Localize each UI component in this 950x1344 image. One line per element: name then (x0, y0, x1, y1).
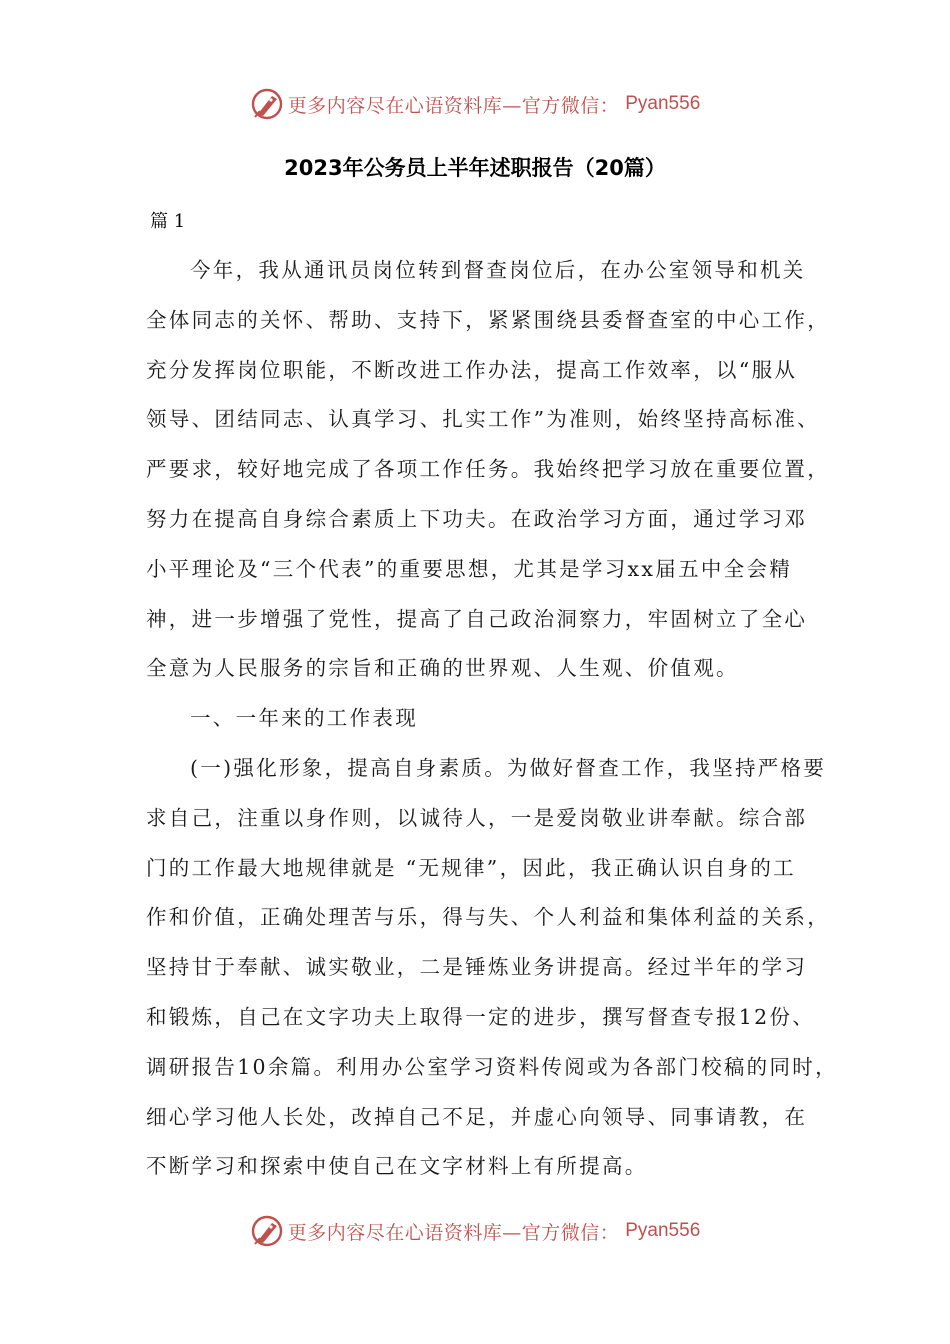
body-line: 领导、团结同志、认真学习、扎实工作”为准则，始终坚持高标准、 (146, 407, 820, 432)
body-line: 今年，我从通讯员岗位转到督查岗位后，在办公室领导和机关 (190, 258, 806, 282)
body-line: 全意为人民服务的宗旨和正确的世界观、人生观、价值观。 (146, 656, 739, 681)
body-line: 作和价值，正确处理苦与乐，得与失、个人利益和集体利益的关系， (146, 905, 830, 930)
header-watermark-banner (0, 84, 950, 124)
section-label: 篇 1 (150, 211, 186, 232)
body-line: 和锻炼，自己在文字功夫上取得一定的进步，撰写督查专报12份、 (146, 1004, 816, 1029)
banner-wechat-id: Pyan556 (625, 93, 701, 114)
pen-nib-logo-icon (250, 87, 284, 121)
body-line: 门的工作最大地规律就是 “无规律”，因此，我正确认识自身的工 (146, 855, 796, 880)
body-line: 全体同志的关怀、帮助、支持下，紧紧围绕县委督查室的中心工作， (146, 307, 830, 332)
body-line: 调研报告10余篇。利用办公室学习资料传阅或为各部门校稿的同时， (146, 1054, 838, 1079)
body-line: 小平理论及“三个代表”的重要思想，尤其是学习xx届五中全会精 (146, 556, 793, 581)
body-line: 努力在提高自身综合素质上下功夫。在政治学习方面，通过学习邓 (146, 506, 808, 531)
banner-text: 更多内容尽在心语资料库—官方微信： (287, 1221, 620, 1244)
body-line: 不断学习和探索中使自己在文字材料上有所提高。 (146, 1154, 648, 1179)
body-line: 坚持甘于奉献、诚实敬业，二是锤炼业务讲提高。经过半年的学习 (146, 955, 808, 980)
banner-text: 更多内容尽在心语资料库—官方微信： (287, 94, 620, 117)
body-line: 细心学习他人长处，改掉自己不足，并虚心向领导、同事请教，在 (146, 1104, 808, 1129)
banner-wechat-id: Pyan556 (625, 1220, 701, 1241)
document-title: 2023年公务员上半年述职报告（20篇） (284, 156, 666, 180)
pen-nib-logo-icon (250, 1214, 284, 1248)
body-line: 充分发挥岗位职能，不断改进工作办法，提高工作效率，以“服从 (146, 357, 798, 382)
body-line: 神，进一步增强了党性，提高了自己政治洞察力，牢固树立了全心 (146, 606, 808, 631)
body-line: 严要求，较好地完成了各项工作任务。我始终把学习放在重要位置， (146, 457, 830, 482)
document-body (146, 252, 838, 1198)
body-line: (一)强化形象，提高自身素质。为做好督查工作，我坚持严格要 (190, 755, 827, 780)
body-line: 求自己，注重以身作则，以诚待人，一是爱岗敬业讲奉献。综合部 (146, 805, 808, 830)
subheading: 一、一年来的工作表现 (190, 706, 418, 731)
footer-watermark-banner (0, 1211, 950, 1251)
